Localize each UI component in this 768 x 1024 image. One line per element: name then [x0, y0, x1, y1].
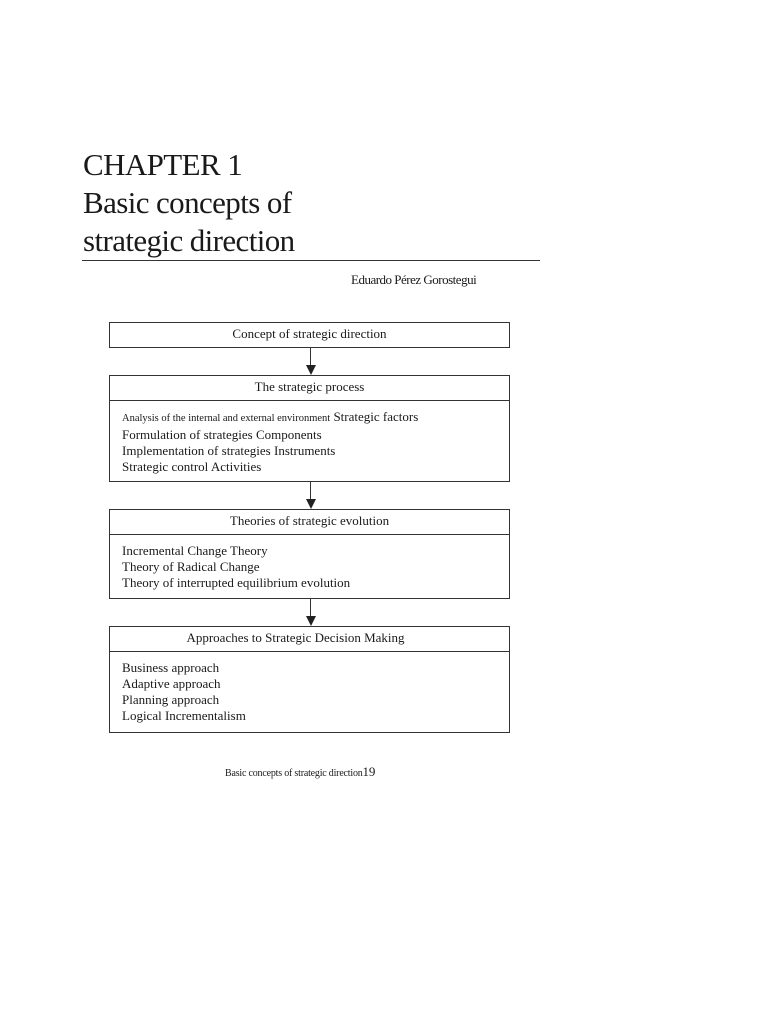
flow-arrow-1-head	[306, 365, 316, 375]
approach-item: Planning approach	[122, 692, 220, 707]
approach-item: Business approach	[122, 660, 220, 675]
theory-item: Theory of Radical Change	[122, 559, 260, 574]
strategic-process-item-lead: Strategic control	[122, 459, 209, 474]
approaches-header: Approaches to Strategic Decision Making	[186, 630, 405, 645]
approach-item: Adaptive approach	[122, 676, 221, 691]
author-name: Eduardo Pérez Gorostegui	[351, 272, 477, 287]
chapter-label: CHAPTER 1	[83, 147, 243, 182]
approach-item: Logical Incrementalism	[122, 708, 246, 723]
page-number: 19	[362, 764, 376, 779]
strategic-process-item-lead: Implementation of strategies	[122, 443, 271, 458]
strategic-process-item-tail: Instruments	[270, 443, 336, 458]
strategic-process-item	[122, 427, 497, 443]
flow-arrow-3	[303, 599, 319, 626]
flow-arrow-1	[303, 348, 319, 375]
strategic-process-header: The strategic process	[254, 379, 365, 394]
theories-body	[110, 534, 509, 591]
strategic-process-box	[109, 375, 510, 482]
strategic-process-item	[122, 409, 497, 427]
strategic-process-item-tail: Strategic factors	[330, 409, 419, 424]
theory-item: Incremental Change Theory	[122, 543, 268, 558]
strategic-process-item	[122, 443, 497, 459]
title-divider	[82, 260, 540, 261]
running-title: Basic concepts of strategic direction	[225, 768, 363, 779]
flow-arrow-3-head	[306, 616, 316, 626]
concept-box-header: Concept of strategic direction	[232, 326, 387, 341]
strategic-process-item-tail: Components	[252, 427, 322, 442]
chapter-title-line-1: Basic concepts of	[83, 185, 292, 220]
strategic-process-body	[110, 400, 509, 475]
chapter-title-line-2: strategic direction	[83, 223, 295, 258]
chapter-heading	[83, 146, 295, 260]
concept-box	[109, 322, 510, 348]
approaches-box	[109, 626, 510, 733]
flow-arrow-2-head	[306, 499, 316, 509]
approaches-body	[110, 651, 509, 724]
theory-item: Theory of interrupted equilibrium evolution	[122, 575, 351, 590]
strategic-process-item-lead: Analysis of the internal and external environment	[122, 413, 331, 424]
strategic-process-item-lead: Formulation of strategies	[122, 427, 253, 442]
theories-header: Theories of strategic evolution	[229, 513, 390, 528]
flow-arrow-2	[303, 482, 319, 509]
strategic-process-item	[122, 459, 497, 475]
page-footer	[225, 764, 375, 780]
strategic-process-item-tail: Activities	[208, 459, 262, 474]
theories-box	[109, 509, 510, 599]
